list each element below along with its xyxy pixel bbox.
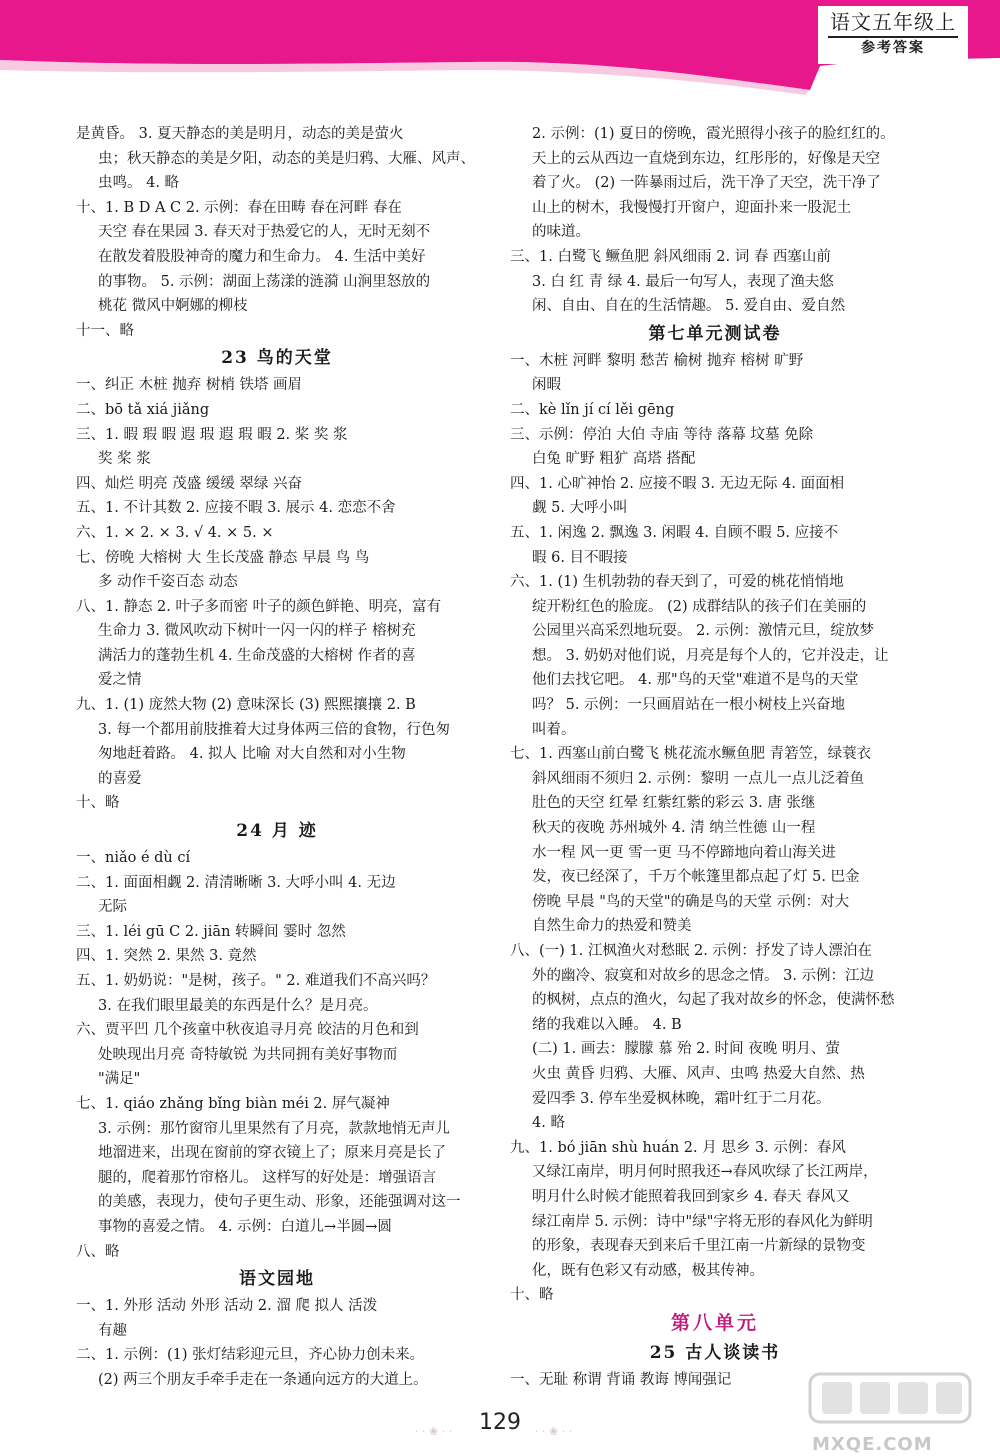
text-line: 天空 春在果园 3. 春天对于热爱它的人，无时无刻不: [98, 224, 431, 241]
text-line: 满活力的蓬勃生机 4. 生命茂盛的大榕树 作者的喜: [98, 647, 416, 664]
text-line: 九、1. (1) 庞然大物 (2) 意味深长 (3) 熙熙攘攘 2. B: [76, 697, 416, 714]
text-line: 五、1. 闲逸 2. 飘逸 3. 闲暇 4. 自顾不暇 5. 应接不: [510, 524, 839, 541]
text-line: 山上的树木，我慢慢打开窗户，迎面扑来一股泥土: [532, 199, 851, 216]
text-line: 肚色的天空 红晕 红紫红紫的彩云 3. 唐 张继: [532, 795, 816, 812]
text-line: 三、1. léi gū C 2. jiān 转瞬间 霎时 忽然: [76, 923, 346, 940]
text-line: 绽开粉红色的脸庞。 (2) 成群结队的孩子们在美丽的: [532, 598, 867, 615]
text-line: 3. 示例：那竹窗帘儿里果然有了月亮，款款地悄无声儿: [98, 1120, 450, 1137]
text-line: 匆地赶着路。 4. 拟人 比喻 对大自然和对小生物: [98, 746, 406, 763]
text-line: 暇 6. 目不暇接: [532, 549, 628, 566]
watermark-url: MXQE.COM: [812, 1434, 933, 1455]
unit-title-8: 第八单元: [670, 1311, 759, 1334]
text-line: 八、(一) 1. 江枫渔火对愁眠 2. 示例：抒发了诗人漂泊在: [510, 943, 872, 959]
text-line: 二、kè lǐn jí cí lěi gēng: [510, 401, 675, 418]
text-line: 一、纠正 木桩 抛弃 树梢 铁塔 画眉: [76, 377, 303, 394]
text-line: 的味道。: [532, 224, 590, 241]
text-line: 七、1. qiáo zhǎng bǐng biàn méi 2. 屏气凝神: [76, 1095, 390, 1112]
page-number: 129: [479, 1410, 521, 1435]
text-line: (二) 1. 画去：朦朦 慕 殆 2. 时间 夜晚 明月、萤: [532, 1041, 840, 1058]
text-line: 桃花 微风中婀娜的柳枝: [98, 298, 248, 315]
text-line: 三、1. 白鹭飞 鳜鱼肥 斜风细雨 2. 词 春 西塞山前: [510, 248, 831, 265]
text-line: 白兔 旷野 粗犷 高塔 搭配: [532, 451, 696, 468]
text-line: 虫鸣。 4. 略: [98, 175, 180, 192]
text-line: 自然生命力的热爱和赞美: [532, 918, 692, 935]
text-line: 八、略: [76, 1243, 120, 1260]
text-line: 3. 白 红 青 绿 4. 最后一句写人，表现了渔夫悠: [532, 273, 834, 290]
text-line: 化，既有色彩又有动感，极其传神。: [532, 1262, 764, 1279]
text-line: 一、木桩 河畔 黎明 愁苦 榆树 抛弃 榕树 旷野: [510, 352, 804, 369]
left-column: [76, 122, 478, 1393]
text-line: 一、无耻 称谓 背诵 教诲 博闻强记: [510, 1371, 732, 1388]
text-line: 五、1. 奶奶说："是树，孩子。" 2. 难道我们不高兴吗？: [76, 973, 436, 989]
text-line: 秋天的夜晚 苏州城外 4. 清 纳兰性德 山一程: [532, 820, 816, 837]
text-line: 的枫树，点点的渔火，勾起了我对故乡的怀念，使满怀愁: [532, 992, 895, 1009]
text-line: 四、1. 突然 2. 果然 3. 竟然: [76, 948, 257, 965]
text-line: 二、1. 面面相觑 2. 清清晰晰 3. 大呼小叫 4. 无边: [76, 874, 396, 891]
text-line: 爱四季 3. 停车坐爱枫林晚，霜叶红于二月花。: [532, 1090, 831, 1107]
text-line: 的美感，表现力，使句子更生动、形象，还能强调对这一: [98, 1194, 461, 1211]
text-line: 八、1. 静态 2. 叶子多而密 叶子的颜色鲜艳、明亮，富有: [76, 598, 442, 615]
text-line: 六、1. × 2. × 3. √ 4. × 5. ×: [76, 524, 274, 541]
text-line: 三、1. 暇 瑕 暇 遐 瑕 遐 瑕 暇 2. 桨 奖 浆: [76, 426, 348, 443]
text-line: 一、niǎo é dù cí: [76, 850, 191, 867]
text-line: 3. 每一个都用前肢推着大过身体两三倍的食物，行色匆: [98, 721, 450, 738]
section-title-garden: 语文园地: [239, 1269, 315, 1290]
text-line: 十一、略: [76, 322, 134, 339]
text-line: 九、1. bó jiān shù huán 2. 月 思乡 3. 示例：春风: [510, 1139, 846, 1156]
text-line: 火虫 黄昏 归鸦、大雁、风声、虫鸣 热爱大自然、热: [532, 1065, 865, 1082]
text-line: 十、略: [76, 795, 120, 812]
text-line: 闲、自由、自在的生活情趣。 5. 爱自由、爱自然: [532, 298, 846, 315]
text-line: 十、略: [510, 1287, 554, 1304]
text-line: 水一程 风一更 雪一更 马不停蹄地向着山海关进: [532, 844, 836, 861]
text-line: 六、贾平凹 几个孩童中秋夜追寻月亮 皎洁的月色和到: [76, 1022, 419, 1039]
text-line: 爱之情: [98, 672, 142, 689]
footer-ornament-right: · · ❀ · ·: [535, 1425, 573, 1438]
text-line: 无际: [98, 899, 127, 916]
text-line: 4. 略: [532, 1115, 565, 1132]
text-line: 七、傍晚 大榕树 大 生长茂盛 静态 早晨 鸟 鸟: [76, 549, 370, 566]
header-subtitle: 参考答案: [861, 40, 925, 56]
text-line: 觑 5. 大呼小叫: [532, 500, 628, 517]
text-line: 事物的喜爱之情。 4. 示例：白道儿→半圆→圆: [98, 1218, 392, 1235]
text-line: 吗？ 5. 示例：一只画眉站在一根小树枝上兴奋地: [532, 697, 846, 714]
text-line: 天上的云从西边一直烧到东边，红彤彤的，好像是天空: [532, 150, 880, 167]
text-line: 一、1. 外形 活动 外形 活动 2. 溜 爬 拟人 活泼: [76, 1298, 378, 1315]
text-line: 的形象，表现春天到来后千里江南一片新绿的景物变: [532, 1238, 866, 1255]
header-label: [818, 8, 968, 58]
text-line: 七、1. 西塞山前白鹭飞 桃花流水鳜鱼肥 青箬笠，绿蓑衣: [510, 746, 872, 763]
text-line: 又绿江南岸，明月何时照我还→春风吹绿了长江两岸，: [532, 1164, 878, 1181]
text-line: 四、1. 心旷神怡 2. 应接不暇 3. 无边无际 4. 面面相: [510, 475, 845, 492]
text-line: (2) 两三个朋友手牵手走在一条通向远方的大道上。: [98, 1371, 428, 1388]
text-line: 四、灿烂 明亮 茂盛 缓缓 翠绿 兴奋: [76, 475, 303, 492]
header-title: 语文五年级上: [830, 10, 956, 34]
text-line: 多 动作千姿百态 动态: [98, 574, 238, 591]
text-line: 处映现出月亮 奇特敏锐 为共同拥有美好事物而: [98, 1046, 398, 1063]
text-line: 是黄昏。 3. 夏天静态的美是明月，动态的美是萤火: [76, 126, 404, 142]
text-line: 3. 在我们眼里最美的东西是什么？是月亮。: [98, 997, 378, 1014]
text-line: 他们去找它吧。 4. 那"鸟的天堂"难道不是鸟的天堂: [532, 672, 859, 689]
text-line: 叫着。: [532, 721, 576, 738]
text-line: 三、示例：停泊 大伯 寺庙 等待 落幕 坟墓 免除: [510, 426, 814, 443]
text-line: 外的幽冷、寂寞和对故乡的思念之情。 3. 示例：江边: [532, 967, 875, 984]
text-line: 斜风细雨不须归 2. 示例：黎明 一点儿一点儿泛着鱼: [532, 770, 865, 787]
text-line: 明月什么时候才能照着我回到家乡 4. 春天 春风又: [532, 1188, 850, 1205]
text-line: 腿的，爬着那竹帘格儿。 这样写的好处是：增强语言: [98, 1169, 437, 1186]
text-line: 二、1. 示例：(1) 张灯结彩迎元旦，齐心协力创未来。: [76, 1347, 425, 1364]
text-line: 绿江南岸 5. 示例：诗中"绿"字将无形的春风化为鲜明: [532, 1213, 873, 1230]
text-line: 虫；秋天静态的美是夕阳，动态的美是归鸦、大雁、风声、: [98, 150, 475, 167]
footer-ornament-left: · · ❀ · ·: [415, 1425, 453, 1438]
text-line: "满足": [98, 1071, 141, 1088]
text-line: 发，夜已经深了，千万个帐篷里都点起了灯 5. 巴金: [532, 869, 860, 886]
text-line: 2. 示例：(1) 夏日的傍晚，霞光照得小孩子的脸红红的。: [532, 126, 895, 142]
text-line: 的事物。 5. 示例：湖面上荡漾的涟漪 山涧里怒放的: [98, 273, 431, 290]
text-line: 二、bō tǎ xiá jiǎng: [76, 401, 210, 418]
text-line: 绪的我难以入睡。 4. B: [532, 1016, 682, 1033]
section-title-24: 24 月 迹: [236, 821, 318, 842]
section-title-unit7-test: 第七单元测试卷: [648, 323, 782, 344]
text-line: 闲暇: [532, 377, 561, 394]
text-line: 五、1. 不计其数 2. 应接不暇 3. 展示 4. 恋恋不舍: [76, 500, 396, 517]
text-line: 有趣: [98, 1322, 127, 1339]
text-line: 地溜进来，出现在窗前的穿衣镜上了；原来月亮是长了: [98, 1145, 446, 1162]
section-title-23: 23 鸟的天堂: [221, 348, 333, 369]
text-line: 奖 桨 浆: [98, 451, 151, 468]
text-line: 在散发着股股神奇的魔力和生命力。 4. 生活中美好: [98, 248, 426, 265]
text-line: 十、1. B D A C 2. 示例：春在田畴 春在河畔 春在: [76, 199, 402, 216]
text-line: 公园里兴高采烈地玩耍。 2. 示例：激情元旦，绽放梦: [532, 623, 875, 640]
section-title-25: 25 古人谈读书: [649, 1342, 781, 1363]
text-line: 傍晚 早晨 "鸟的天堂"的确是鸟的天堂 示例：对大: [532, 893, 850, 910]
right-column: [510, 122, 920, 1393]
text-line: 的喜爱: [98, 770, 142, 787]
text-line: 生命力 3. 微风吹动下树叶一闪一闪的样子 榕树充: [98, 623, 416, 640]
text-line: 想。 3. 奶奶对他们说，月亮是每个人的，它并没走，让: [532, 647, 889, 664]
text-line: 着了火。 (2) 一阵暴雨过后，洗干净了天空，洗干净了: [532, 175, 881, 192]
text-line: 六、1. (1) 生机勃勃的春天到了，可爱的桃花悄悄地: [510, 574, 844, 591]
